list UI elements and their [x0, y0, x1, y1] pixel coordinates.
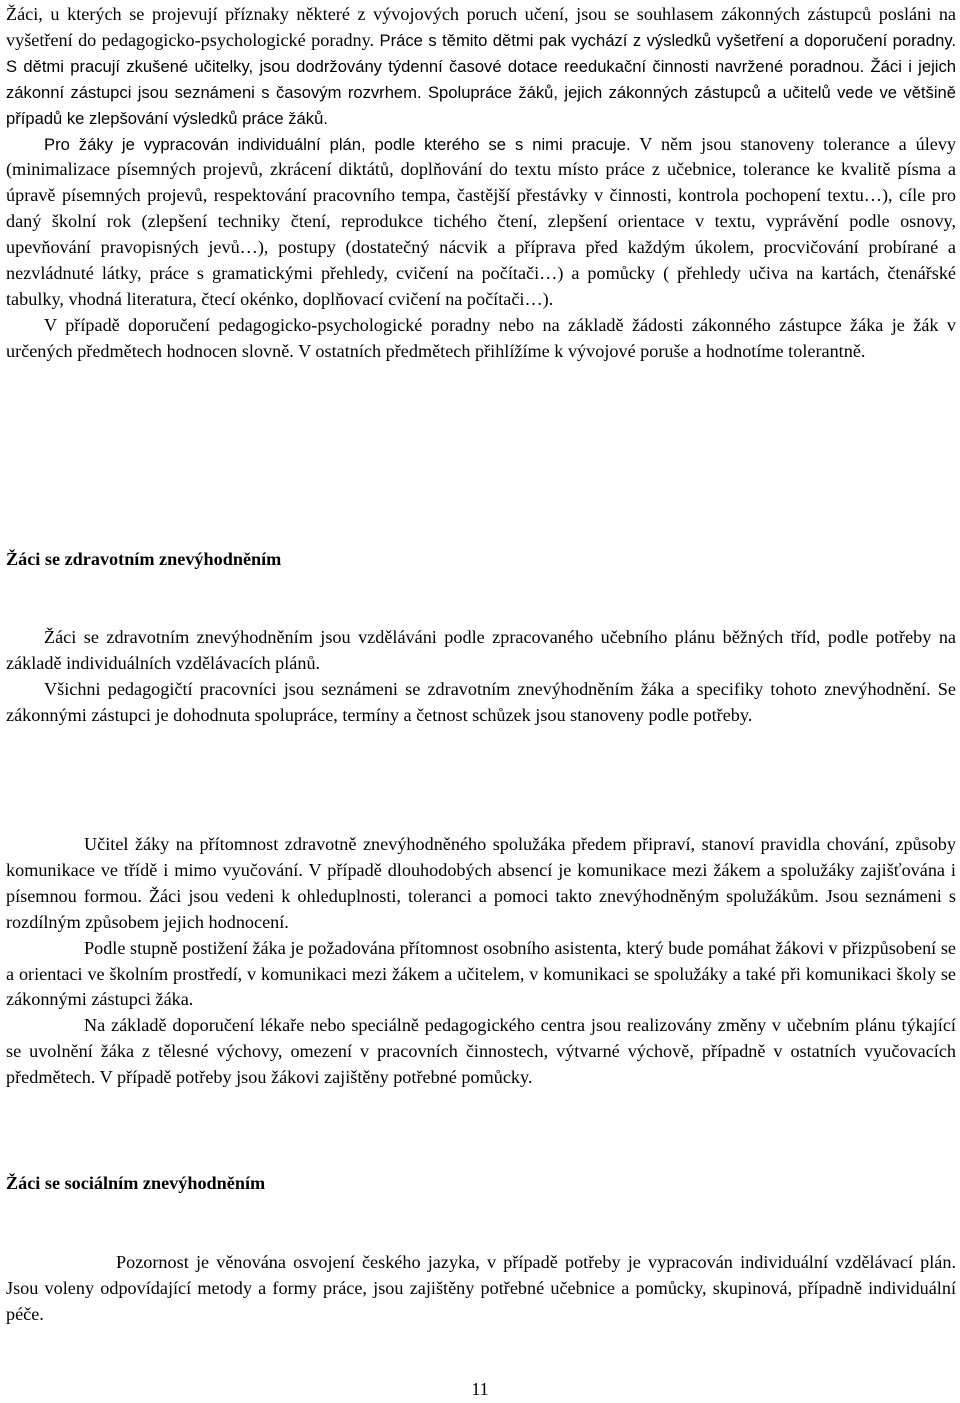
paragraph-individual-plan-sans: Pro žáky je vypracován individuální plán, podle kterého se s nimi pracuje.	[44, 134, 631, 154]
section-learning-disorders	[6, 2, 956, 365]
paragraph-health-staff: Všichni pedagogičtí pracovníci jsou seznámeni se zdravotním znevýhodněním žáka a specifiky tohoto znevýhodnění. Se zákonnými zástupci je dohodnuta spolupráce, termíny a četnost schůzek jsou stanoveny podle potřeby.	[6, 678, 956, 725]
paragraph-teacher-preparation: Učitel žáky na přítomnost zdravotně znevýhodněného spolužáka předem připraví, stanoví pravidla chování, způsoby komunikace ve třídě i mimo vyučování. V případě dlouhodobých absencí je komunikace mezi žákem a spolužáky zajišťována i písemnou formou. Žáci jsou vedeni k ohleduplnosti, toleranci a pomoci takto znevýhodněným spolužákům. Jsou seznámeni s rozdílným způsobem jejich hodnocení.	[6, 834, 956, 932]
section-health-intro	[6, 625, 956, 729]
paragraph-verbal-assessment: V případě doporučení pedagogicko-psychologické poradny nebo na základě žádosti zákonného zástupce žáka je žák v určených předmětech hodnocen slovně. V ostatních předmětech přihlížíme k vývojové poruše a hodnotíme tolerantně.	[6, 314, 956, 361]
page-number: 11	[471, 1379, 489, 1399]
paragraph-individual-plan-serif: V něm jsou stanoveny tolerance a úlevy (minimalizace písemných projevů, zkrácení diktátů, doplňování do textu místo práce z učebnice, tolerance ke kvalitě písma a úpravě písemných projevů, respektování pracovního tempa, častější přestávky v činnosti, kontrola pochopení textu…), cíle pro daný školní rok (zlepšení techniky čtení, reprodukce tichého čtení, zlepšení orientace v textu, vyprávění podle osnovy, upevňování pravopisných jevů…), postupy (dostatečný nácvik a příprava před každým úkolem, procvičování probírané a nezvládnuté látky, práce s gramatickými přehledy, cvičení na počítači…) a pomůcky ( přehledy učiva na kartách, čtenářské tabulky, vhodná literatura, čtecí okénko, doplňovací cvičení na počítači…).	[6, 133, 957, 309]
paragraph-assistant: Podle stupně postižení žáka je požadována přítomnost osobního asistenta, který bude pomáhat žákovi v přizpůsobení se a orientaci ve školním prostředí, v komunikaci mezi žákem a učitelem, v komunikaci se spolužáky a také při komunikaci školy se zákonnými zástupci žáka.	[6, 937, 956, 1010]
paragraph-czech-language: Pozornost je věnována osvojení českého jazyka, v případě potřeby je vypracován individuální vzdělávací plán. Jsou voleny odpovídající metody a formy práce, jsou zajištěny potřebné učebnice a pomůcky, skupinová, případně individuální péče.	[6, 1252, 956, 1324]
paragraph-medical-changes: Na základě doporučení lékaře nebo speciálně pedagogického centra jsou realizovány změny v učebním plánu týkající se uvolnění žáka z tělesné výchovy, omezení v pracovních činnostech, výtvarné výchově, případně v ostatních vyučovacích předmětech. V případě potřeby jsou žákovi zajištěny potřebné pomůcky.	[6, 1015, 956, 1088]
paragraph-individual-plan	[6, 132, 956, 313]
section-health-details	[6, 832, 956, 1091]
heading-social-disadvantage: Žáci se sociálním znevýhodněním	[6, 1173, 266, 1193]
paragraph-referral-sans: Práce s těmito dětmi pak vychází z výsledků vyšetření a doporučení poradny. S dětmi pracují zkušené učitelky, jsou dodržovány týdenní časové dotace reedukační činnosti navržené poradnou. Žáci i jejich zákonní zástupci jsou seznámeni s časovým rozvrhem. Spolupráce žáků, jejich zákonných zástupců a učitelů vede ve většině případů ke zlepšování výsledků práce žáků.	[6, 30, 957, 128]
paragraph-health-curriculum: Žáci se zdravotním znevýhodněním jsou vzděláváni podle zpracovaného učebního plánu běžných tříd, podle potřeby na základě individuálních vzdělávacích plánů.	[6, 627, 956, 673]
paragraph-referral	[6, 2, 956, 132]
paragraph-referral-serif: Žáci, u kterých se projevují příznaky některé z vývojových poruch učení, jsou se souhlasem zákonných zástupců posláni na vyšetření do pedagogicko-psychologické poradny.	[6, 4, 956, 50]
heading-health-disadvantage: Žáci se zdravotním znevýhodněním	[6, 549, 282, 569]
section-social	[6, 1250, 956, 1328]
